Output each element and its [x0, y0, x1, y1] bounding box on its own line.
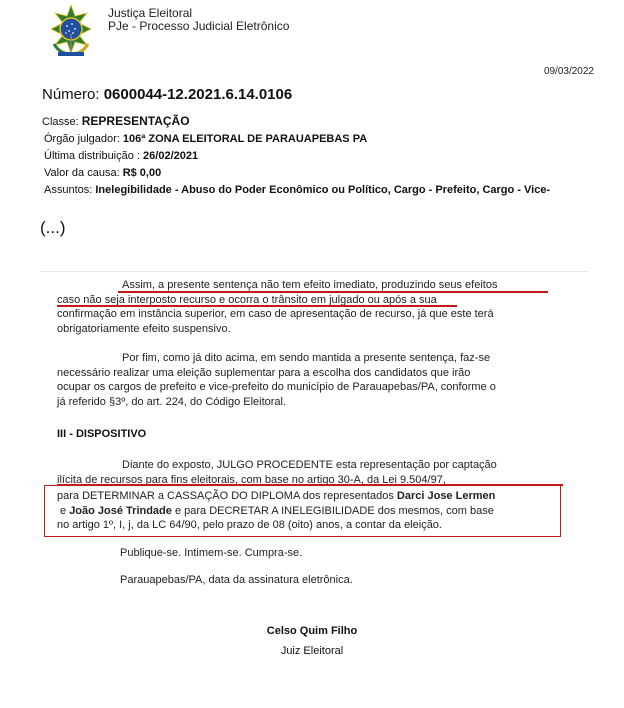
- text-line: Por fim, como já dito acima, em sendo mantida a presente sentença, faz-se: [122, 352, 491, 364]
- judge-role: Juiz Eleitoral: [280, 645, 344, 657]
- text-segment: para DETERMINAR a CASSAÇÃO DO DIPLOMA dos representados: [57, 490, 397, 502]
- annotation-box: [44, 485, 561, 537]
- text-line: necessário realizar uma eleição suplementar para a escolha dos candidatos que irão: [57, 366, 471, 379]
- assuntos-row: [42, 182, 550, 199]
- assuntos-value: Inelegibilidade - Abuso do Poder Econômico ou Político, Cargo - Prefeito, Cargo - Vice-: [95, 184, 551, 196]
- orgao-value: 106ª ZONA ELEITORAL DE PARAUAPEBAS PA: [122, 133, 368, 145]
- judge-name: Celso Quim Filho: [266, 625, 358, 637]
- text-line: Assim, a presente sentença não tem efeito imediato, produzindo seus efeitos: [122, 279, 498, 291]
- org-name: Justiça Eleitoral: [108, 6, 193, 20]
- defendant-name: Darci Jose Lermen: [396, 490, 496, 502]
- process-number-label: Número:: [42, 86, 100, 103]
- header-organization: [108, 7, 289, 33]
- text-segment: e: [60, 504, 70, 517]
- section-heading: III - DISPOSITIVO: [57, 428, 147, 440]
- classe-row: [42, 113, 550, 131]
- publication-order: Publique-se. Intimem-se. Cumpra-se.: [120, 547, 303, 559]
- text-line: já referido §3º, do art. 224, do Código Eleitoral.: [57, 395, 287, 408]
- orgao-label: Órgão julgador:: [44, 133, 120, 145]
- classe-value: REPRESENTAÇÃO: [81, 114, 190, 128]
- distribuicao-value: 26/02/2021: [143, 150, 199, 162]
- paragraph-supplementary-election: [57, 351, 563, 409]
- assuntos-label: Assuntos:: [44, 184, 93, 196]
- annotation-underline: [57, 305, 457, 307]
- text-line: no artigo 1º, I, j, da LC 64/90, pelo prazo de 08 (oito) anos, a contar da eleição.: [57, 519, 442, 531]
- text-line: ilícita de recursos para fins eleitorais, com base no artigo 30-A, da Lei 9.504/97,: [57, 473, 446, 486]
- paragraph-effects: [57, 278, 563, 336]
- classe-label: Classe:: [42, 116, 79, 128]
- text-line: caso não seja interposto recurso e ocorra o trânsito em julgado ou após a sua: [57, 293, 437, 306]
- text-line: Diante do exposto, JULGO PROCEDENTE esta representação por captação: [122, 459, 497, 471]
- text-segment: e para DECRETAR A INELEGIBILIDADE dos mesmos, com base: [171, 504, 494, 517]
- orgao-row: [42, 131, 550, 148]
- process-metadata: [42, 113, 550, 199]
- valor-label: Valor da causa:: [44, 167, 120, 179]
- text-line: ocupar os cargos de prefeito e vice-prefeito do município de Parauapebas/PA, conforme o: [57, 381, 496, 393]
- text-line: obrigatoriamente efeito suspensivo.: [57, 322, 231, 335]
- defendant-name: João José Trindade: [69, 504, 172, 517]
- system-name: PJe - Processo Judicial Eletrônico: [108, 19, 290, 33]
- text-line: confirmação em instância superior, em caso de apresentação de recurso, já que este terá: [57, 308, 494, 320]
- section-divider: [40, 271, 588, 272]
- distribuicao-label: Última distribuição :: [44, 150, 140, 162]
- omission-ellipsis: (...): [40, 218, 66, 237]
- coat-of-arms-emblem: [46, 4, 96, 58]
- document-date: 09/03/2022: [543, 66, 594, 77]
- valor-value: R$ 0,00: [122, 167, 162, 179]
- distribuicao-row: [42, 148, 550, 165]
- process-number-value: 0600044-12.2021.6.14.0106: [103, 86, 293, 103]
- place-and-signature-note: Parauapebas/PA, data da assinatura eletrônica.: [120, 574, 353, 586]
- annotation-underline: [118, 291, 548, 293]
- process-number: [42, 86, 292, 103]
- valor-row: [42, 165, 550, 182]
